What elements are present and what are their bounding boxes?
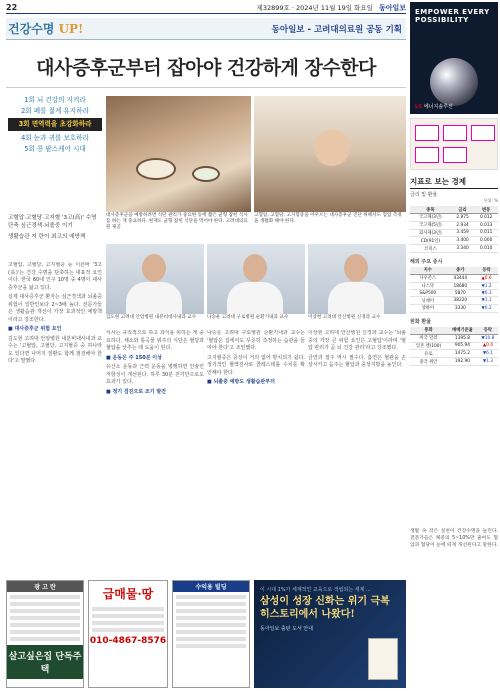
table-cell: CD(91일) [410, 237, 451, 245]
table-row [410, 350, 498, 358]
lg-logo: LG [415, 104, 423, 110]
series-prefix: 건강수명 [8, 22, 55, 36]
table-row [410, 237, 498, 245]
table-cell: 닛케이 [410, 297, 446, 305]
portrait-caption: 나승운 고려대 구로병원 순환기내과 교수 [207, 315, 289, 320]
table-cell: 유로 [410, 350, 447, 358]
page-number: 22 [6, 3, 18, 12]
portrait-caption: 김도현 고려대 안암병원 내분비대사내과 교수 [106, 315, 197, 320]
article-paragraph: 실제 대사증후군 환자는 심근경색과 뇌졸중 위험이 일반인보다 2~3배 높다. 전문가들은 생활습관 개선이 가장 효과적인 예방책이라고 강조한다. [8, 294, 102, 323]
newspaper-name: 동아일보 [378, 3, 406, 12]
main-photo-caption: 대사증후군을 예방하려면 식단 관리가 중요한 동에 짧은 균형 잡힌 식사를 하는 게 중요하다. 현재도 균형 잡힌 식단을 먹어야 한다. 고려대의료원 제공 [106, 213, 248, 230]
table-cell: 1475.2 [447, 350, 478, 358]
table-cell: 2.934 [451, 221, 475, 229]
article-subhead: ■ 대사증후군 위험 요인 [8, 326, 62, 332]
table-row [410, 358, 498, 366]
table-cell: ▼0.2 [475, 305, 498, 313]
table-cell: ▼1.3 [478, 358, 498, 366]
building-ad [172, 580, 250, 688]
article-subhead: ■ 뇌졸중 예방도 생활습관부터 [207, 379, 275, 385]
table-cell: 905.94 [447, 342, 478, 350]
table-cell: 국고채(5년) [410, 221, 451, 229]
table-header: 지수 [410, 267, 446, 275]
portrait-head [142, 254, 166, 282]
article-paragraph: 유산소 운동과 근력 운동을 병행하면 인슐린 저항성이 개선된다. 하루 30분 걷기만으로도 효과가 있다. [106, 364, 204, 385]
infographic-box [471, 125, 495, 141]
planet-image [430, 58, 478, 106]
table-cell: 3330 [446, 305, 476, 313]
table-row [410, 334, 498, 342]
series-partner: 동아일보 - 고려대의료원 공동 기획 [271, 24, 402, 35]
table-cell: ▼1.1 [475, 297, 498, 305]
infographic-box [443, 147, 467, 163]
series-banner [6, 18, 406, 40]
table-cell: 192.90 [447, 358, 478, 366]
portrait-caption: 이상현 고려대 안산병원 신경과 교수 [308, 315, 381, 320]
side-photo-caption: 고혈압, 고혈당, 고지혈증을 아우르는 대사증후군 진단 위해서도 혈압 측정을 생활화 해야 한다. [254, 213, 402, 224]
intro-line: 고혈압·고혈당·고지혈 '3고(高)' 수명 단축 심근경색·뇌졸중 이기 [8, 215, 97, 230]
table-cell: ▲0.4 [478, 342, 498, 350]
masthead-info [257, 3, 406, 13]
doctor-portrait [207, 244, 305, 314]
ad-brand-suffix: 에너지솔루션 [423, 104, 453, 110]
infographic-box [443, 125, 467, 141]
series-steps [8, 96, 102, 156]
food-bowl-illustration [136, 158, 176, 180]
table-header: 통화 [410, 327, 447, 335]
table-cell: ▼1.2 [475, 282, 498, 290]
series-step: 4회 눈과 귀를 보호하라 [21, 133, 89, 142]
intro-line: 생활습관 저 란이 최고의 예방책 [8, 234, 86, 241]
table-row [410, 229, 498, 237]
ad-brand [415, 103, 453, 110]
table-cell: 상하이 [410, 305, 446, 313]
table-cell: 1395.8 [447, 334, 478, 342]
infographic-box [415, 147, 439, 163]
table-cell: 5870 [446, 290, 476, 297]
table-cell: 0.010 [474, 245, 498, 253]
doctor-portrait [308, 244, 406, 314]
masthead [6, 2, 406, 14]
series-step: 1회 뇌 건강의 지켜라 [24, 96, 86, 104]
table-cell: ▼10.8 [478, 334, 498, 342]
table-cell: 0.012 [474, 214, 498, 222]
right-column-article: 생활 속 작은 실천이 건강수명을 늘린다. 전문가들은 체중의 5~10%만 줄여도 혈압과 혈당이 눈에 띄게 개선된다고 말한다. [410, 529, 498, 549]
article-column-4 [308, 330, 406, 576]
table-row [410, 305, 498, 313]
ad-text-lines [7, 595, 83, 641]
table-row [410, 274, 498, 282]
main-photo [106, 96, 251, 212]
table-header: 금리 [451, 206, 475, 214]
article-paragraph: 나승운 고려대 구로병원 순환기내과 교수는 '혈압은 집에서도 꾸준히 측정하는 습관을 들여야 한다'고 조언했다. [207, 330, 305, 351]
classified-ad [6, 580, 84, 688]
table-cell: 2.875 [451, 214, 475, 222]
stocks-table [410, 267, 498, 313]
book-cover-image [368, 638, 398, 680]
ad-phone: 010-4867-8576 [89, 636, 167, 646]
table-cell: 18680 [446, 282, 476, 290]
economy-section-title: 지표로 보는 경제 [410, 176, 498, 189]
table-cell: 코픽스 [410, 245, 451, 253]
ad-text-lines [89, 607, 167, 632]
table-cell: 국고채(3년) [410, 214, 451, 222]
table-row [410, 342, 498, 350]
ad-banner: 살고싶은집 단독주택 [7, 645, 83, 679]
portrait-head [243, 254, 267, 282]
article-column-2 [106, 330, 204, 576]
ad-text-lines [173, 595, 249, 648]
doctor-portrait [106, 244, 204, 314]
fx-table [410, 327, 498, 366]
table-row [410, 282, 498, 290]
table-cell: 3.340 [451, 245, 475, 253]
table-row [410, 290, 498, 297]
ad-slogan: EMPOWER EVERY POSSIBILITY [415, 8, 490, 25]
infographic [410, 118, 498, 170]
fx-title: 원화 환율 [410, 318, 432, 325]
real-estate-ad [88, 580, 168, 688]
article-paragraph: 고지혈증은 증상이 거의 없어 방치되기 쉽다. 정기적인 혈액검사로 콜레스테롤 수치를 확인해야 한다. [207, 354, 305, 376]
table-row [410, 214, 498, 222]
portrait-head [344, 254, 368, 282]
series-title [6, 20, 83, 37]
rates-note: 단위: % [483, 198, 498, 203]
table-header-row [410, 267, 498, 275]
portrait-coat [126, 282, 182, 314]
article-paragraph: 식사는 규칙적으로 하고 과식을 피하는 게 중요하다. 채소와 통곡물 위주의 식단은 혈당과 혈압을 낮추는 데 도움이 된다. [106, 330, 204, 351]
table-cell: 중국 위안 [410, 358, 447, 366]
infographic-box [415, 125, 439, 141]
table-header-row [410, 327, 498, 335]
rates-table [410, 206, 498, 253]
book-ad-subtitle: 동아일보 출판 도서 안내 [260, 626, 314, 632]
stocks-title: 해외 주요 증시 [410, 258, 443, 265]
series-up: UP! [58, 22, 84, 36]
table-cell: 일본 엔(100) [410, 342, 447, 350]
page-headline: 대사증후군부터 잡아야 건강하게 장수한다 [6, 46, 406, 88]
article-column-1 [8, 262, 102, 576]
ad-title: 급매물·땅 [102, 587, 154, 601]
article-paragraph: 김도현 고려대 안암병원 내분비대사내과 교수는 '고혈압, 고혈당, 고지혈증 중 하나라도 있다면 나머지 질환도 함께 점검해야 한다'고 말했다. [8, 335, 102, 364]
table-header: 종가 [446, 267, 476, 275]
book-ad-title: 삼성이 성장 신화는 위기 극복 히스토리에서 나왔다! [260, 596, 390, 620]
table-header: 등락 [475, 267, 498, 275]
table-cell: 38220 [446, 297, 476, 305]
table-cell: ▲0.6 [475, 274, 498, 282]
article-paragraph: 금연과 절주 역시 필수다. 흡연은 혈관을 손상시키고 음주는 혈압과 중성지방을 높인다. [308, 354, 406, 368]
table-cell: 회사채(3년) [410, 229, 451, 237]
table-cell: 0.000 [474, 237, 498, 245]
book-ad-kicker: 이 시대 1%가 세계적인 교육으로 적립되는 세계 ... [260, 587, 371, 593]
table-cell: S&P500 [410, 290, 446, 297]
article-column-3 [207, 330, 305, 576]
table-row [410, 245, 498, 253]
lg-energy-ad [410, 2, 498, 114]
table-cell: 다우존스 [410, 274, 446, 282]
ad-label: 광 고 란 [7, 581, 83, 592]
table-header-row [410, 206, 498, 214]
portrait-coat [328, 282, 384, 314]
article-subhead: ■ 정기 검진으로 조기 발견 [106, 388, 166, 395]
table-cell: 3.459 [451, 229, 475, 237]
book-ad [254, 580, 406, 688]
series-step-current: 3회 면역력을 초강화하라 [8, 118, 102, 130]
table-header: 종목 [410, 206, 451, 214]
table-header: 변동 [474, 206, 498, 214]
table-cell: 0.013 [474, 221, 498, 229]
article-paragraph: 고혈압, 고혈당, 고지혈증 등 이른바 '3고(高)'는 건강 수명을 단축하는 대표적 요인이다. 한국 60대 인구 10명 중 4명이 대사증후군을 앓고 있다. [8, 262, 102, 291]
table-cell: ▼6.1 [478, 350, 498, 358]
portrait-coat [227, 282, 283, 314]
food-bowl-illustration [192, 166, 220, 182]
ad-label: 수익용 빌딩 [173, 581, 249, 592]
article-intro [8, 214, 102, 244]
rates-title: 금리 및 환율 [410, 192, 438, 198]
side-photo [254, 96, 406, 212]
table-cell: 미국 달러 [410, 334, 447, 342]
table-cell: 0.011 [474, 229, 498, 237]
table-cell: 3.400 [451, 237, 475, 245]
table-cell: ▼0.3 [475, 290, 498, 297]
series-step: 5회 콩 팥스케어 시대 [24, 144, 86, 153]
table-row [410, 297, 498, 305]
right-column [410, 2, 498, 688]
series-step: 2회 폐를 젊게 유지하라 [21, 107, 89, 116]
article-paragraph: 이상현 고려대 안산병원 신경과 교수는 '뇌졸중의 가장 큰 위험 요인은 고혈압'이라며 '혈압 관리가 곧 뇌 건강 관리'라고 강조했다. [308, 330, 406, 351]
table-cell: 나스닥 [410, 282, 446, 290]
table-header: 매매기준율 [447, 327, 478, 335]
article-subhead: ■ 운동은 주 150분 이상 [106, 354, 162, 361]
table-cell: 43444 [446, 274, 476, 282]
table-header: 등락 [478, 327, 498, 335]
table-row [410, 221, 498, 229]
issue-info: 제32899호 · 2024년 11월 19일 화요일 [256, 4, 373, 12]
hand-illustration [314, 130, 350, 166]
